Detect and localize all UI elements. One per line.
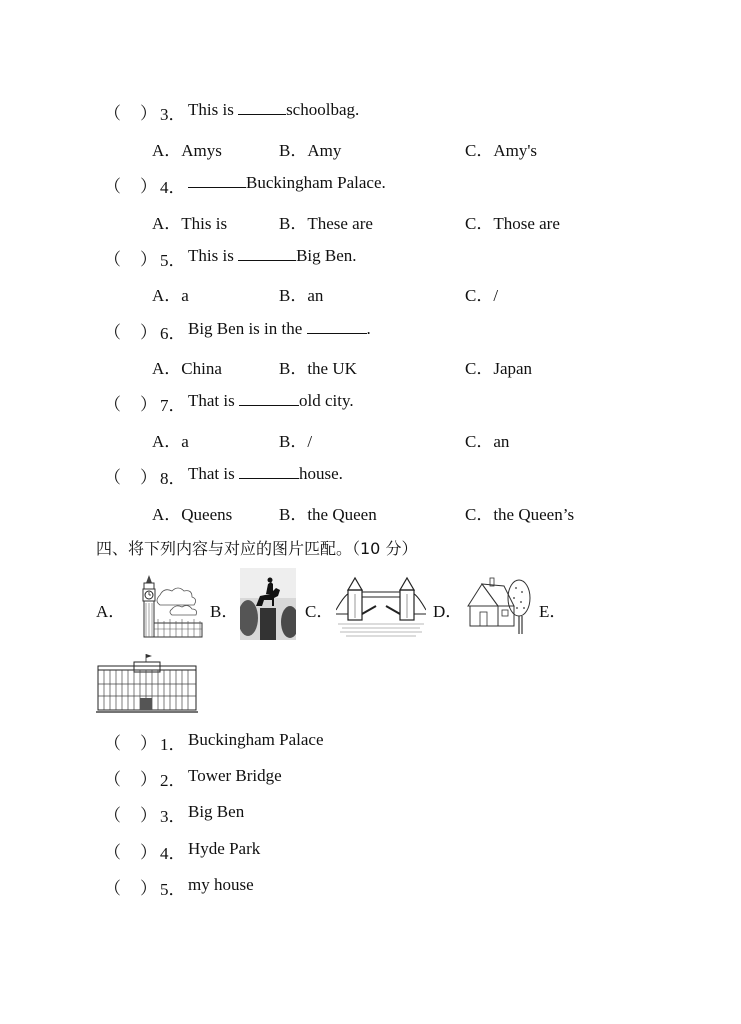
item-number: 2．: [160, 771, 186, 790]
answer-paren-open: （: [104, 843, 121, 862]
option-c: C．Japan: [465, 359, 533, 378]
option-a: A．China: [152, 359, 222, 378]
answer-paren-close: ）: [140, 770, 157, 789]
answer-paren-close: ）: [140, 395, 157, 414]
item-text: my house: [188, 875, 254, 894]
question-text: That is old city.: [188, 391, 354, 410]
question-number: 4．: [160, 178, 186, 197]
tower-bridge-picture: [336, 574, 426, 638]
picture-label-c: C．: [305, 602, 334, 621]
item-number: 4．: [160, 844, 186, 863]
answer-paren-close: ）: [140, 177, 157, 196]
answer-blank: [238, 246, 296, 261]
answer-paren-close: ）: [140, 879, 157, 898]
question-number: 8．: [160, 469, 186, 488]
item-text: Tower Bridge: [188, 766, 282, 785]
answer-blank: [239, 464, 299, 479]
item-number: 1．: [160, 735, 186, 754]
answer-paren-close: ）: [140, 734, 157, 753]
item-text: Buckingham Palace: [188, 730, 324, 749]
option-b: B．an: [279, 286, 324, 305]
answer-blank: [307, 319, 367, 334]
answer-blank: [188, 173, 246, 188]
question-number: 3．: [160, 105, 186, 124]
big-ben-picture: [132, 573, 204, 639]
option-c: C．Those are: [465, 214, 560, 233]
answer-paren-open: （: [104, 879, 121, 898]
answer-blank: [239, 391, 299, 406]
answer-paren-close: ）: [140, 323, 157, 342]
answer-paren-open: （: [104, 734, 121, 753]
option-a: A．a: [152, 286, 189, 305]
answer-blank: [238, 100, 286, 115]
answer-paren-close: ）: [140, 104, 157, 123]
question-text: This is Big Ben.: [188, 246, 357, 265]
item-number: 5．: [160, 880, 186, 899]
picture-label-e: E．: [539, 602, 567, 621]
question-text: Buckingham Palace.: [188, 173, 386, 193]
option-b: B．/: [279, 432, 313, 451]
option-a: A．a: [152, 432, 189, 451]
option-c: C．the Queen’s: [465, 505, 575, 524]
option-a: A．This is: [152, 214, 228, 233]
item-text: Hyde Park: [188, 839, 261, 858]
section-title: 四、将下列内容与对应的图片匹配。（10 分）: [96, 539, 418, 558]
picture-label-a: A．: [96, 602, 126, 621]
option-c: C．Amy's: [465, 141, 538, 160]
item-number: 3．: [160, 807, 186, 826]
house-picture: [464, 576, 534, 636]
answer-paren-close: ）: [140, 468, 157, 487]
option-b: B．the UK: [279, 359, 357, 378]
question-text: This is schoolbag.: [188, 100, 360, 119]
answer-paren-open: （: [104, 177, 121, 196]
answer-paren-open: （: [104, 770, 121, 789]
question-number: 5．: [160, 251, 186, 270]
answer-paren-close: ）: [140, 843, 157, 862]
answer-paren-open: （: [104, 806, 121, 825]
answer-paren-open: （: [104, 468, 121, 487]
question-number: 7．: [160, 396, 186, 415]
question-number: 6．: [160, 324, 186, 343]
question-text: That is house.: [188, 464, 343, 483]
answer-paren-open: （: [104, 323, 121, 342]
option-b: B．the Queen: [279, 505, 377, 524]
option-b: B．These are: [279, 214, 373, 233]
option-a: A．Amys: [152, 141, 222, 160]
option-b: B．Amy: [279, 141, 342, 160]
answer-paren-close: ）: [140, 806, 157, 825]
option-a: A．Queens: [152, 505, 233, 524]
answer-paren-open: （: [104, 395, 121, 414]
answer-paren-open: （: [104, 104, 121, 123]
option-c: C．an: [465, 432, 510, 451]
answer-paren-open: （: [104, 250, 121, 269]
statue-picture: [240, 568, 296, 640]
question-text: Big Ben is in the .: [188, 319, 371, 338]
picture-label-d: D．: [433, 602, 463, 621]
item-text: Big Ben: [188, 802, 245, 821]
answer-paren-close: ）: [140, 250, 157, 269]
option-c: C．/: [465, 286, 499, 305]
buckingham-palace-picture: [96, 654, 198, 714]
picture-label-b: B．: [210, 602, 239, 621]
